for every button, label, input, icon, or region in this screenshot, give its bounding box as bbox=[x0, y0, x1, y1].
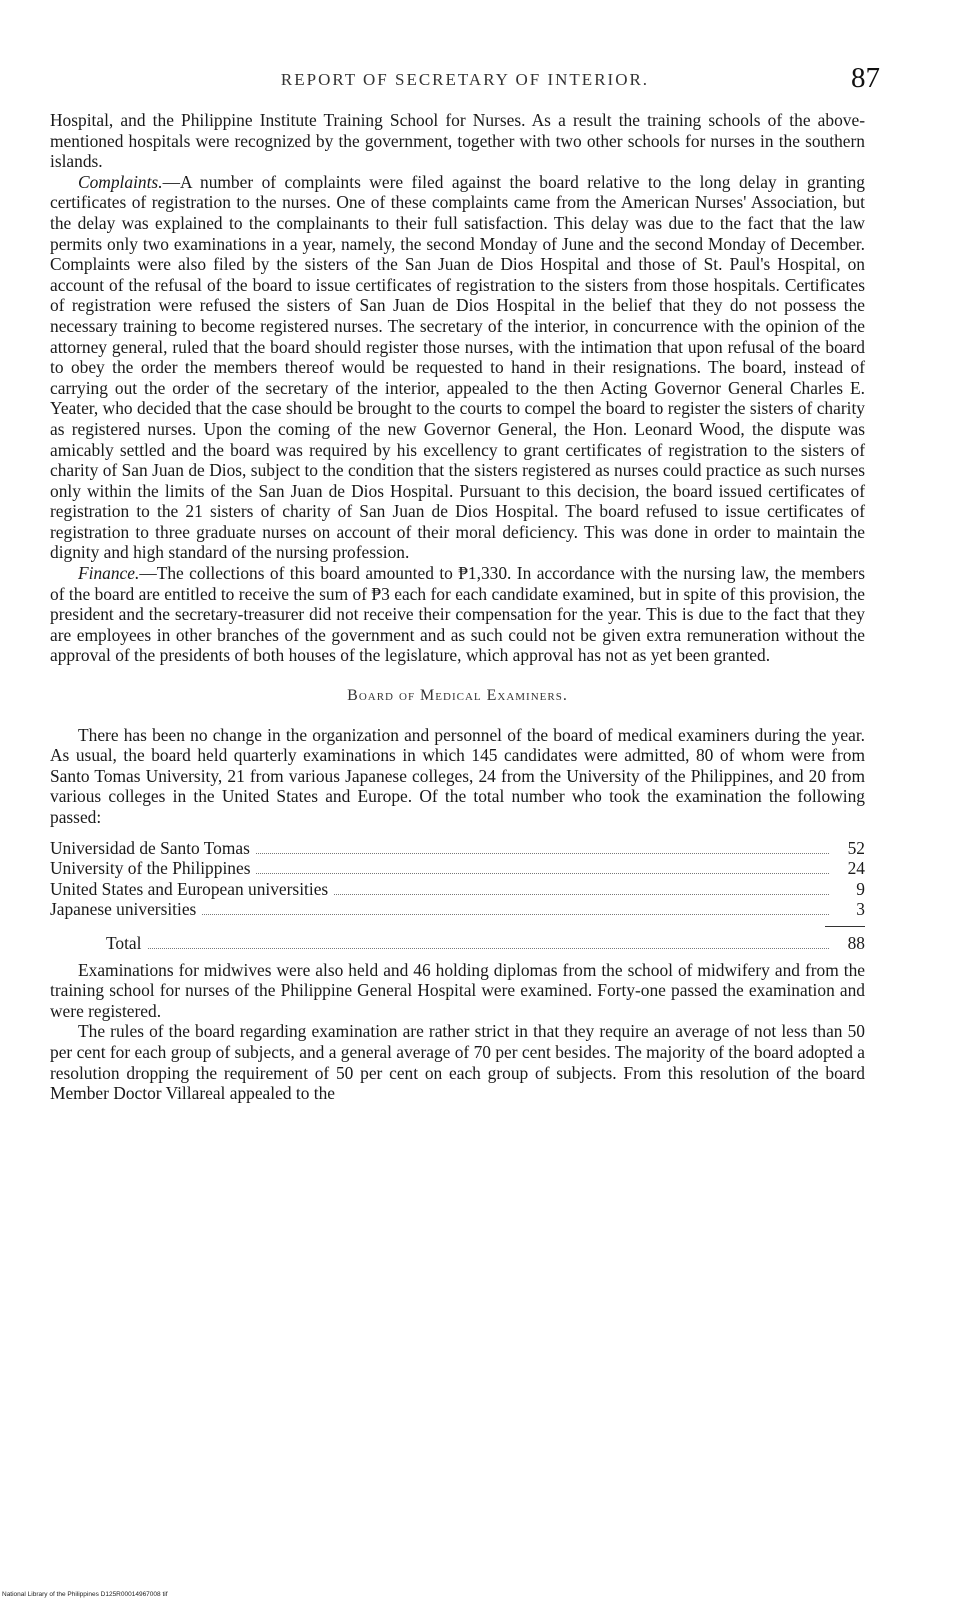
list-item-value: 9 bbox=[856, 878, 865, 899]
page-number: 87 bbox=[851, 62, 880, 94]
dot-leader bbox=[256, 853, 829, 854]
list-item-value: 52 bbox=[847, 837, 865, 858]
paragraph-board-medical-examiners: There has been no change in the organization and personnel of the board of medical examiners during the year. As usual, the board held quarterly examinations in which 145 candidates were admitted, 80 of whom were from Santo Tomas University, 21 from various Japanese colleges, 24 from the University of the Philippines, and 20 from various colleges in the United States and Europe. Of the total number who took the examination the following passed: bbox=[50, 724, 865, 827]
paragraph-text: —The collections of this board amounted to ₱1,330. In accordance with the nursing law, the members of the board are entitled to receive the sum of ₱3 each for each candidate examined, but in spite of this provision, the president and the secretary-treasurer did not receive their compensation for the year. This is due to the fact that they are employees in other branches of the government and as such could not be given extra remuneration without the approval of the presidents of both houses of the legislature, which approval has not as yet been granted. bbox=[50, 563, 865, 666]
paragraph-board-rules: The rules of the board regarding examination are rather strict in that they require an average of not less than 50 per cent for each group of subjects, and a general average of 70 per cent besides. The majority of the board adopted a resolution dropping the requirement of 50 per cent on each group of subjects. From this resolution of the board Member Doctor Villareal appealed to the bbox=[50, 1021, 865, 1104]
page-body bbox=[50, 110, 865, 1104]
list-item-label: Japanese universities bbox=[50, 899, 197, 920]
list-item-label: United States and European universities bbox=[50, 878, 329, 899]
dot-leader bbox=[256, 873, 829, 874]
dot-leader bbox=[202, 914, 829, 915]
paragraph-finance bbox=[50, 563, 865, 666]
total-row bbox=[50, 933, 865, 954]
passed-list bbox=[50, 838, 865, 954]
section-heading: Board of Medical Examiners. bbox=[347, 687, 568, 705]
list-item-label: Universidad de Santo Tomas bbox=[50, 837, 250, 858]
total-rule bbox=[825, 926, 865, 927]
paragraph-midwives: Examinations for midwives were also held and 46 holding diplomas from the school of midwifery and from the training school for nurses of the Philippine General Hospital were examined. Forty-one passed the examination and were registered. bbox=[50, 959, 865, 1021]
total-value: 88 bbox=[847, 932, 865, 953]
total-label: Total bbox=[106, 932, 142, 953]
running-head: REPORT OF SECRETARY OF INTERIOR. bbox=[280, 70, 650, 89]
list-item bbox=[50, 879, 865, 900]
page-header bbox=[50, 62, 880, 106]
paragraph-hospital-schools bbox=[50, 110, 865, 172]
list-item-value: 24 bbox=[847, 858, 865, 879]
complaints-runin-heading: Complaints. bbox=[78, 171, 163, 192]
list-item bbox=[50, 838, 865, 859]
paragraph-complaints bbox=[50, 172, 865, 563]
dot-leader bbox=[148, 948, 830, 949]
paragraph-text: —A number of complaints were filed against the board relative to the long delay in granting certificates of registration to the nurses. One of these complaints came from the American Nurses' Association, but the delay was explained to the complainants to their full satisfaction. This delay was due to the fact that the law permits only two examinations in a year, namely, the second Monday of June and the second Monday of December. Complaints were also filed by the sisters of the San Juan de Dios Hospital and those of St. Paul's Hospital, on account of the refusal of the board to issue certificates of registration to the sisters from those hospitals. Certificates of registration were refused the sisters of San Juan de Dios Hospital in the belief that they do not possess the necessary training to become registered nurses. The secretary of the interior, in concurrence with the opinion of the attorney general, ruled that the board should register those nurses, with the intimation that upon refusal of the board to obey the order the members thereof would be requested to hand in their resignations. The board, instead of carrying out the order of the secretary of the interior, appealed to the then Acting Governor General Charles E. Yeater, who decided that the case should be brought to the courts to compel the board to register the sisters of charity as registered nurses. Upon the coming of the new Governor General, the Hon. Leonard Wood, the dispute was amicably settled and the board was required by his excellency to grant certificates of registration to the sisters of charity of San Juan de Dios, subject to the condition that the sisters registered as nurses could practice as such nurses only within the limits of the San Juan de Dios Hospital. Pursuant to this decision, the board issued certificates of registration to the 21 sisters of charity of San Juan de Dios Hospital. The board refused to issue certificates of registration to three graduate nurses on account of their moral deficiency. This was done in order to maintain the dignity and high standard of the nursing profession. bbox=[50, 171, 865, 563]
scan-footer: National Library of the Philippines D125R00014967008 tif bbox=[2, 1591, 168, 1598]
list-item bbox=[50, 899, 865, 920]
list-item bbox=[50, 858, 865, 879]
paragraph-text: Hospital, and the Philippine Institute Training School for Nurses. As a result the training schools of the above-mentioned hospitals were recognized by the government, together with two other schools for nurses in the southern islands. bbox=[50, 110, 865, 172]
finance-runin-heading: Finance. bbox=[78, 563, 140, 584]
dot-leader bbox=[334, 894, 829, 895]
list-item-value: 3 bbox=[856, 899, 865, 920]
list-item-label: University of the Philippines bbox=[50, 858, 251, 879]
